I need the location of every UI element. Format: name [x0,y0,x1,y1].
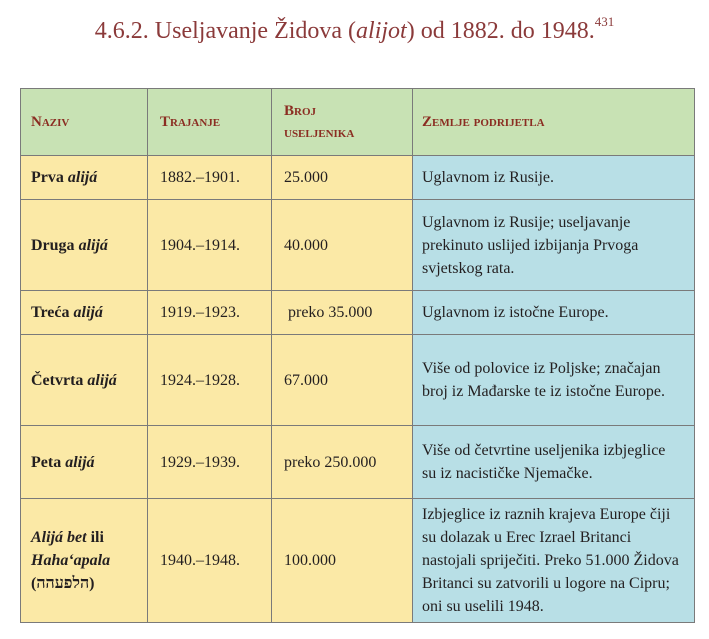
row-period: 1904.–1914. [148,200,272,291]
section-title [0,14,709,45]
header-naziv: Naziv [21,89,148,156]
table-header-row [21,89,695,156]
row-name [21,200,148,291]
row-period: 1882.–1901. [148,156,272,200]
row-name-plain: Treća [31,304,74,321]
footnote-marker: 431 [594,14,615,29]
row-name [21,426,148,499]
aliyah-table [20,88,695,623]
row-count: 67.000 [272,335,413,426]
row-name-italic: alijá [65,453,95,471]
row-count: 100.000 [272,499,413,623]
row-name-italic: alijá [67,169,98,186]
row-origin: Više od četvrtine useljenika izbjeglice su iz nacističke Njemačke. [413,426,695,499]
row-period: 1924.–1928. [148,335,272,426]
header-trajanje: Trajanje [148,89,272,156]
row-origin: Više od polovice iz Poljske; značajan broj iz Mađarske te iz istočne Europe. [413,335,695,426]
table-row [21,156,695,200]
title-prefix: 4.6.2. Useljavanje Židova ( [94,18,357,44]
table-row [21,200,695,291]
row-name-italic: alijá [73,304,103,321]
row-name [21,291,148,335]
header-broj-line2: useljenika [284,125,355,141]
row-name-hebrew: (הלפעהה) [31,575,95,592]
row-name-plain: Četvrta [31,371,88,389]
header-zemlje: Zemlje podrijetla [413,89,695,156]
row-name-plain: Peta [31,453,66,471]
row-count: 40.000 [272,200,413,291]
row-name-italic: alijá [87,371,117,389]
row-count: 25.000 [272,156,413,200]
row-name-italic: Alijá bet [31,529,87,546]
header-broj-line1: Broj [284,103,317,119]
table-row [21,291,695,335]
title-italic: alijot [356,18,407,44]
row-origin: Uglavnom iz Rusije. [413,156,695,200]
row-count: preko 250.000 [272,426,413,499]
table-row [21,499,695,623]
row-name-italic: alijá [78,236,108,254]
title-suffix: ) od 1882. do 1948. [406,18,595,44]
row-origin: Izbjeglice iz raznih krajeva Europe čiji su dolazak u Erec Izrael Britanci nastojali spriječiti. Preko 51.000 Židova Britanci su zatvorili u logore na Cipru; oni su uselili 1948. [413,499,695,623]
row-name-plain: Druga [31,236,79,254]
row-name [21,499,148,623]
row-name-plain: ili [86,529,104,546]
row-name [21,335,148,426]
row-period: 1940.–1948. [148,499,272,623]
table-row [21,335,695,426]
row-name-plain: Prva [31,169,68,186]
table-row [21,426,695,499]
row-period: 1919.–1923. [148,291,272,335]
row-name [21,156,148,200]
row-origin: Uglavnom iz Rusije; useljavanje prekinuto uslijed izbijanja Prvoga svjetskog rata. [413,200,695,291]
row-name-italic-2: Haha‘apala [31,552,111,569]
header-broj [272,89,413,156]
row-period: 1929.–1939. [148,426,272,499]
row-origin: Uglavnom iz istočne Europe. [413,291,695,335]
row-count: preko 35.000 [272,291,413,335]
